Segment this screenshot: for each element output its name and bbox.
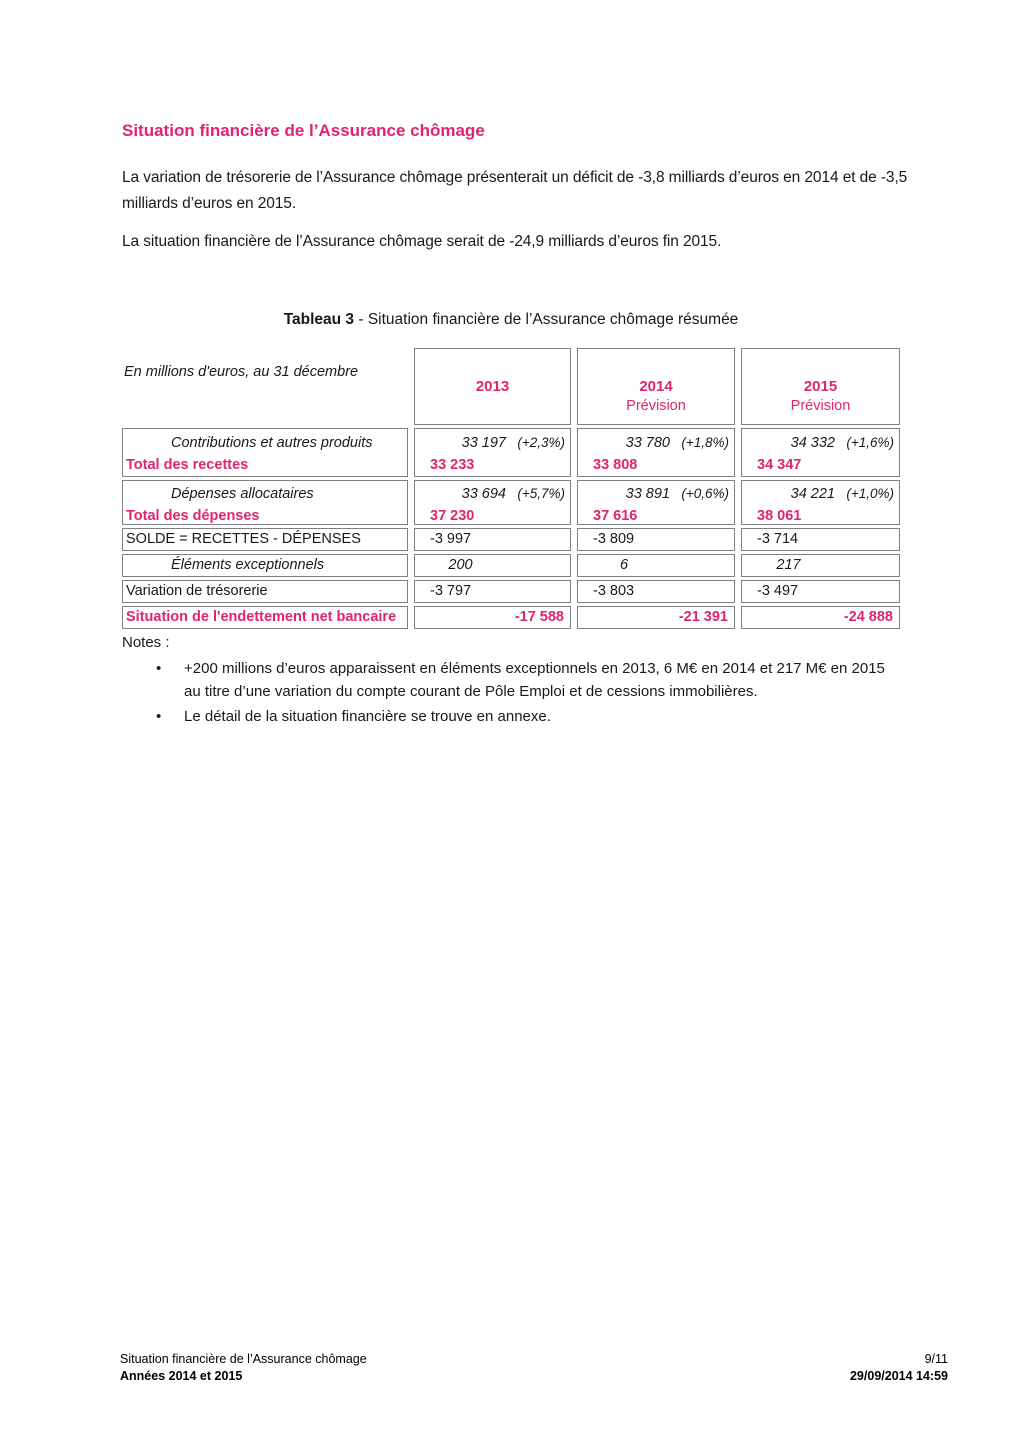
- value-number: 34 332: [790, 435, 835, 451]
- value-total: 38 061: [757, 508, 802, 524]
- value-cell-2014: [577, 554, 735, 577]
- value-number: 217: [776, 557, 801, 573]
- value-cell-2014: -21 391: [577, 606, 735, 629]
- value-cell-2015: -3 714: [741, 528, 900, 551]
- footer-timestamp: 29/09/2014 14:59: [849, 1369, 948, 1383]
- intro-paragraph-2: La situation financière de l’Assurance chômage serait de -24,9 milliards d’euros fin 2015.: [122, 233, 722, 250]
- row-label-cell: SOLDE = RECETTES - DÉPENSES: [122, 528, 408, 551]
- table-row-depenses: [122, 480, 900, 525]
- value-percent: (+1,0%): [846, 486, 894, 501]
- value-percent: (+1,6%): [846, 435, 894, 450]
- row-sublabel: Contributions et autres produits: [171, 435, 373, 451]
- year-subtitle: Prévision: [626, 398, 686, 414]
- value-cell-2013: -17 588: [414, 606, 571, 629]
- value-number: 6: [619, 557, 629, 573]
- value-percent: (+2,3%): [517, 435, 565, 450]
- footer-right: [850, 1351, 948, 1385]
- footer-left: [120, 1351, 367, 1385]
- column-header-2015: [741, 348, 900, 425]
- value-number: 33 197: [461, 435, 506, 451]
- page-footer: [120, 1351, 948, 1385]
- row-label-cell: Éléments exceptionnels: [122, 554, 408, 577]
- year-subtitle: Prévision: [790, 398, 851, 414]
- value-cell-2013: [414, 480, 571, 525]
- footer-page-number: 9/11: [924, 1352, 948, 1366]
- value-cell-2013: -3 797: [414, 580, 571, 603]
- value-percent: (+1,8%): [681, 435, 729, 450]
- table-row-solde: [122, 528, 900, 551]
- row-total-label: Total des dépenses: [126, 508, 260, 524]
- value-cell-2015: -24 888: [741, 606, 900, 629]
- value-cell-2014: [577, 428, 735, 477]
- table-row-variation-tresorerie: [122, 580, 900, 603]
- value-number: 33 891: [625, 486, 670, 502]
- note-item: [122, 657, 922, 703]
- note-text: +200 millions d’euros apparaissent en éléments exceptionnels en 2013, 6 M€ en 2014 et 217 M€ en 2015 au titre d’une variation du compte courant de Pôle Emploi et de cessions immobilières.: [184, 660, 885, 700]
- table-caption-text: - Situation financière de l’Assurance chômage résumée: [354, 311, 739, 328]
- value-total: 37 616: [593, 508, 638, 524]
- year-label: 2015: [803, 378, 838, 395]
- value-cell-2014: -3 803: [577, 580, 735, 603]
- value-cell-2015: [741, 428, 900, 477]
- value-number: 34 221: [790, 486, 835, 502]
- value-cell-2015: -3 497: [741, 580, 900, 603]
- value-total: 34 347: [757, 457, 802, 473]
- note-item: [122, 705, 922, 728]
- table-caption-number: Tableau 3: [283, 311, 355, 328]
- row-label-cell: Situation de l'endettement net bancaire: [122, 606, 408, 629]
- value-cell-2013: -3 997: [414, 528, 571, 551]
- column-header-2014: [577, 348, 735, 425]
- value-cell-2013: [414, 554, 571, 577]
- financial-table: [122, 348, 900, 632]
- notes-section: [122, 631, 922, 728]
- table-caption: [122, 311, 900, 329]
- value-cell-2013: [414, 428, 571, 477]
- table-row-elements-exceptionnels: [122, 554, 900, 577]
- row-sublabel: Dépenses allocataires: [171, 486, 314, 502]
- value-cell-2015: [741, 554, 900, 577]
- value-number: 33 694: [461, 486, 506, 502]
- row-total-label: Total des recettes: [126, 457, 249, 473]
- year-label: 2013: [475, 378, 510, 395]
- table-row-endettement: [122, 606, 900, 629]
- bullet-icon: •: [156, 660, 162, 677]
- notes-heading: Notes :: [122, 634, 170, 651]
- value-total: 33 808: [593, 457, 638, 473]
- page-title: Situation financière de l’Assurance chômage: [122, 121, 485, 140]
- footer-doc-title: Situation financière de l’Assurance chômage: [120, 1352, 367, 1366]
- intro-paragraph-1: La variation de trésorerie de l’Assurance chômage présenterait un déficit de -3,8 milliards d’euros en 2014 et de -3,5 milliards d’euros en 2015.: [122, 169, 908, 212]
- row-label-cell: [122, 480, 408, 525]
- value-number: 200: [448, 557, 473, 573]
- row-label-cell: [122, 428, 408, 477]
- table-header-row: [122, 348, 900, 425]
- value-percent: (+0,6%): [681, 486, 729, 501]
- row-label-cell: Variation de trésorerie: [122, 580, 408, 603]
- value-total: 37 230: [430, 508, 475, 524]
- value-cell-2014: -3 809: [577, 528, 735, 551]
- value-percent: (+5,7%): [517, 486, 565, 501]
- note-text: Le détail de la situation financière se trouve en annexe.: [184, 708, 551, 725]
- value-cell-2015: [741, 480, 900, 525]
- value-number: 33 780: [625, 435, 670, 451]
- table-unit-label: En millions d'euros, au 31 décembre: [122, 348, 408, 425]
- table-row-recettes: [122, 428, 900, 477]
- value-cell-2014: [577, 480, 735, 525]
- footer-doc-subtitle: Années 2014 et 2015: [120, 1369, 243, 1383]
- bullet-icon: •: [156, 708, 162, 725]
- year-label: 2014: [639, 378, 673, 395]
- value-total: 33 233: [430, 457, 475, 473]
- column-header-2013: [414, 348, 571, 425]
